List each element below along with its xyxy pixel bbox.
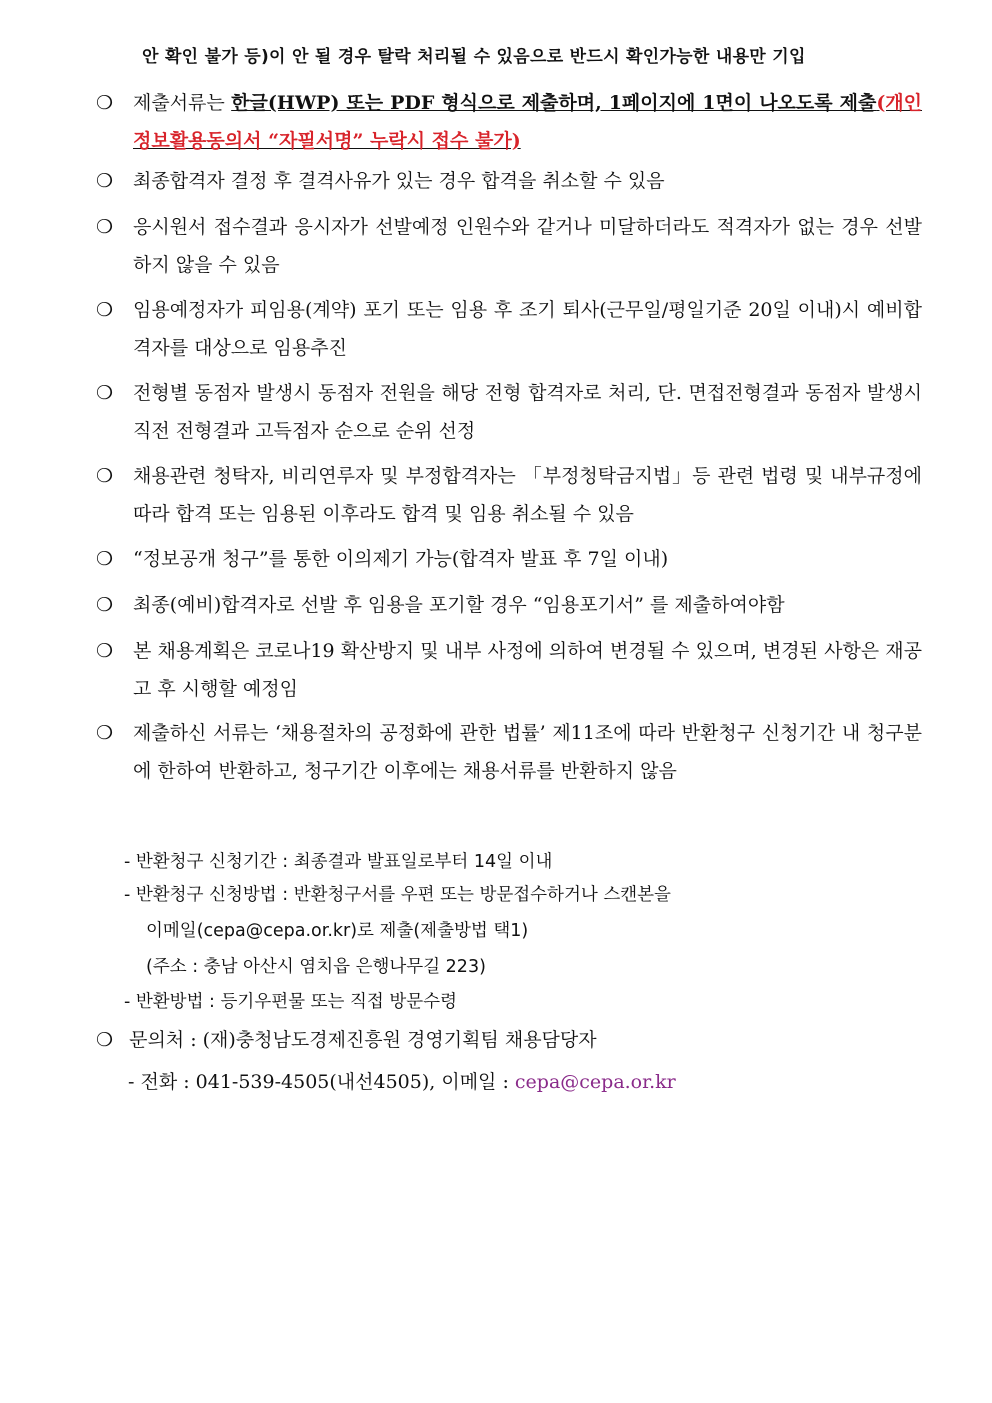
circle-bullet-icon: ❍ bbox=[96, 1029, 114, 1051]
list-item-objection: ❍ “정보공개 청구”를 통한 이의제기 가능(합격자 발표 후 7일 이내) bbox=[96, 540, 922, 578]
circle-bullet-icon: ❍ bbox=[96, 299, 114, 321]
format-requirement: 한글(HWP) 또는 PDF 형식으로 제출하며, 1페이지에 1면이 나오도록 제출(개인정보활용동의서 “자필서명” 누락시 접수 불가) bbox=[133, 92, 923, 152]
circle-bullet-icon: ❍ bbox=[96, 382, 114, 404]
signature-warning: (개인정보활용동의서 “자필서명” 누락시 접수 불가) bbox=[133, 92, 923, 152]
list-item-waiver: ❍ 최종(예비)합격자로 선발 후 임용을 포기할 경우 “임용포기서” 를 제출하여야함 bbox=[96, 586, 922, 624]
list-item-no-selection: ❍ 응시원서 접수결과 응시자가 선발예정 인원수와 같거나 미달하더라도 적격자가 없는 경우 선발하지 않을 수 있음 bbox=[96, 208, 922, 284]
contact-label: 문의처 : (재)충청남도경제진흥원 경영기획팀 채용담당자 bbox=[129, 1029, 597, 1051]
list-item-plan-change: ❍ 본 채용계획은 코로나19 확산방지 및 내부 사정에 의하여 변경될 수 있으며, 변경된 사항은 재공고 후 시행할 예정임 bbox=[96, 632, 922, 708]
circle-bullet-icon: ❍ bbox=[96, 722, 114, 744]
contact-phone: - 전화 : 041-539-4505(내선4505), 이메일 : bbox=[128, 1071, 515, 1093]
return-method-email: 이메일(cepa@cepa.or.kr)로 제출(제출방법 택1) bbox=[146, 921, 529, 941]
circle-bullet-icon: ❍ bbox=[96, 92, 114, 114]
list-item-submission-format bbox=[96, 84, 922, 160]
return-period: - 반환청구 신청기간 : 최종결과 발표일로부터 14일 이내 bbox=[124, 852, 553, 872]
list-item-document-return: ❍ 제출하신 서류는 ‘채용절차의 공정화에 관한 법률’ 제11조에 따라 반환청구 신청기간 내 청구분에 한하여 반환하고, 청구기간 이후에는 채용서류를 반환하지 않음 bbox=[96, 714, 922, 790]
circle-bullet-icon: ❍ bbox=[96, 216, 114, 238]
notice-line: 안 확인 불가 등)이 안 될 경우 탈락 처리될 수 있음으로 반드시 확인가능한 내용만 기입 bbox=[142, 47, 806, 67]
circle-bullet-icon: ❍ bbox=[96, 640, 114, 662]
return-method: - 반환청구 신청방법 : 반환청구서를 우편 또는 방문접수하거나 스캔본을 bbox=[124, 885, 671, 905]
return-address: (주소 : 충남 아산시 염치읍 은행나무길 223) bbox=[146, 957, 486, 977]
circle-bullet-icon: ❍ bbox=[96, 594, 114, 616]
item-prefix: 제출서류는 bbox=[133, 92, 232, 114]
return-way: - 반환방법 : 등기우편물 또는 직접 방문수령 bbox=[124, 992, 457, 1012]
list-item-reserve-candidate: ❍ 임용예정자가 피임용(계약) 포기 또는 임용 후 조기 퇴사(근무일/평일기준 20일 이내)시 예비합격자를 대상으로 임용추진 bbox=[96, 291, 922, 367]
list-item-fraud-cancel: ❍ 채용관련 청탁자, 비리연루자 및 부정합격자는 「부정청탁금지법」등 관련 법령 및 내부규정에 따라 합격 또는 임용된 이후라도 합격 및 임용 취소될 수 있음 bbox=[96, 457, 922, 533]
circle-bullet-icon: ❍ bbox=[96, 548, 114, 570]
circle-bullet-icon: ❍ bbox=[96, 465, 114, 487]
list-item-disqualification: ❍ 최종합격자 결정 후 결격사유가 있는 경우 합격을 취소할 수 있음 bbox=[96, 162, 922, 200]
contact-line bbox=[96, 1025, 597, 1052]
contact-email-link[interactable]: cepa@cepa.or.kr bbox=[514, 1071, 676, 1093]
list-item-tie-break: ❍ 전형별 동점자 발생시 동점자 전원을 해당 전형 합격자로 처리, 단. 면접전형결과 동점자 발생시 직전 전형결과 고득점자 순으로 순위 선정 bbox=[96, 374, 922, 450]
circle-bullet-icon: ❍ bbox=[96, 170, 114, 192]
contact-phone-line bbox=[128, 1067, 676, 1094]
